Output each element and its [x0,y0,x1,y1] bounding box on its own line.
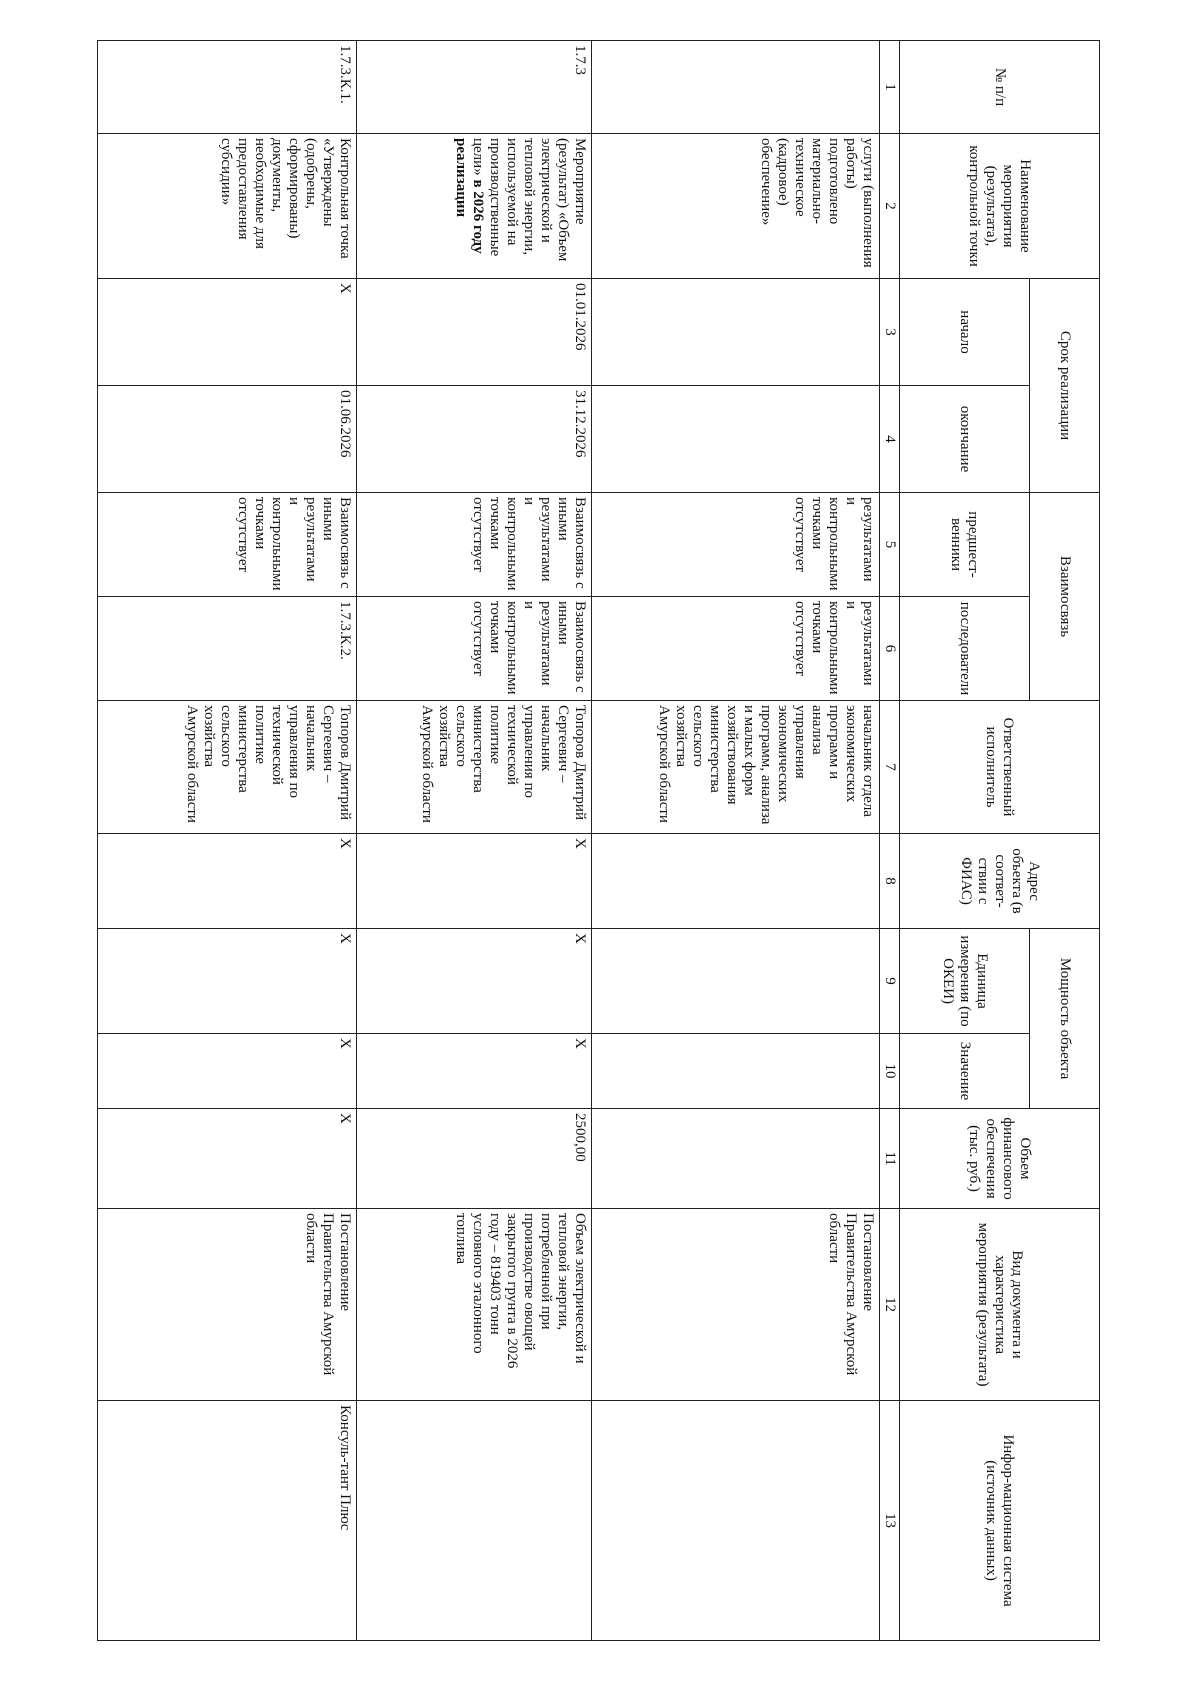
cell-unit [592,929,880,1034]
col-number: 2 [880,134,900,279]
col-number: 6 [880,597,900,701]
col-header-address: Адрес объекта (в соответ-ствии с ФИАС) [900,834,1100,929]
cell-address: Х [98,834,357,929]
cell-infosystem [357,1401,592,1641]
col-header-start: начало [900,279,1030,386]
rotated-table-wrapper [100,40,1100,1640]
table-row [592,41,880,1641]
header-row-1 [1030,41,1100,1641]
col-number: 3 [880,279,900,386]
cell-number: 1.7.3.К.1. [98,41,357,134]
cell-name-bold: в 2026 году реализации [453,138,486,254]
cell-end [592,386,880,493]
col-header-term: Срок реализации [1030,279,1100,493]
cell-predecessors: Взаимосвязь с иными результатами и контрольными точками отсутствует [357,493,592,597]
col-header-successors: последователи [900,597,1030,701]
cell-unit: Х [357,929,592,1034]
cell-unit: Х [98,929,357,1034]
col-header-document: Вид документа и характеристика мероприятия (результата) [900,1209,1100,1401]
cell-finance: 2500,00 [357,1109,592,1209]
cell-name-text: услуги (выполнения работы) подготовлено материально-техническое (кадровое) обеспечение» [758,138,876,268]
cell-name-text: Контрольная точка «Утверждены (одобрены, сформированы) документы, необходимые для предоставления субсидии» [218,138,353,259]
cell-start [592,279,880,386]
cell-name [357,134,592,279]
cell-predecessors: Взаимосвязь с иными результатами и контрольными точками отсутствует [98,493,357,597]
col-number: 12 [880,1209,900,1401]
col-number: 11 [880,1109,900,1209]
cell-number: 1.7.3 [357,41,592,134]
col-number: 4 [880,386,900,493]
cell-name [98,134,357,279]
cell-document: Постановление Правительства Амурской области [98,1209,357,1401]
cell-end: 01.06.2026 [98,386,357,493]
col-header-finance: Объем финансового обеспечения (тыс. руб.) [900,1109,1100,1209]
cell-executor: Топоров Дмитрий Сергеевич – начальник управления по технической политике министерства сельского хозяйства Амурской области [357,701,592,834]
col-number: 8 [880,834,900,929]
col-number: 7 [880,701,900,834]
plan-table [97,40,1100,1641]
cell-value: Х [98,1034,357,1109]
cell-document: Постановление Правительства Амурской области [592,1209,880,1401]
col-header-predecessors: предшест-венники [900,493,1030,597]
cell-successors: 1.7.3.К.2. [98,597,357,701]
col-header-infosystem: Инфор-мационная система (источник данных) [900,1401,1100,1641]
col-number: 5 [880,493,900,597]
cell-end: 31.12.2026 [357,386,592,493]
cell-finance: Х [98,1109,357,1209]
col-header-unit: Единица измерения (по ОКЕИ) [900,929,1030,1034]
col-header-number: № п/п [900,41,1100,134]
cell-finance [592,1109,880,1209]
cell-infosystem [592,1401,880,1641]
cell-value: Х [357,1034,592,1109]
cell-value [592,1034,880,1109]
cell-start: Х [98,279,357,386]
col-header-end: окончание [900,386,1030,493]
column-number-row [880,41,900,1641]
table-row [98,41,357,1641]
col-header-executor: Ответственный исполнитель [900,701,1100,834]
cell-document: Объем электрической и тепловой энергии, потребленной при производстве овощей закрытого грунта в 2026 году – 819403 тонн условного эталонного топлива [357,1209,592,1401]
cell-successors: результатами и контрольными точками отсутствует [592,597,880,701]
cell-executor: Топоров Дмитрий Сергеевич – начальник управления по технической политике министерства сельского хозяйства Амурской области [98,701,357,834]
cell-address [592,834,880,929]
cell-executor: начальник отдела экономических программ и анализа управления экономических программ, анализа и малых форм хозяйствования министерства сельского хозяйства Амурской области [592,701,880,834]
table-row [357,41,592,1641]
cell-number [592,41,880,134]
col-number: 10 [880,1034,900,1109]
cell-infosystem: Консуль-тант Плюс [98,1401,357,1641]
cell-successors: Взаимосвязь с иными результатами и контрольными точками отсутствует [357,597,592,701]
col-header-name: Наименование мероприятия (результата), контрольной точки [900,134,1100,279]
col-header-link: Взаимосвязь [1030,493,1100,701]
cell-start: 01.01.2026 [357,279,592,386]
col-number: 13 [880,1401,900,1641]
cell-predecessors: результатами и контрольными точками отсутствует [592,493,880,597]
col-number: 1 [880,41,900,134]
cell-name-text: Мероприятие (результат) «Объем электрической и тепловой энергии, используемой на производственные цели» [470,138,588,262]
cell-name [592,134,880,279]
col-header-value: Значение [900,1034,1030,1109]
col-header-power: Мощность объекта [1030,929,1100,1109]
cell-address: Х [357,834,592,929]
col-number: 9 [880,929,900,1034]
